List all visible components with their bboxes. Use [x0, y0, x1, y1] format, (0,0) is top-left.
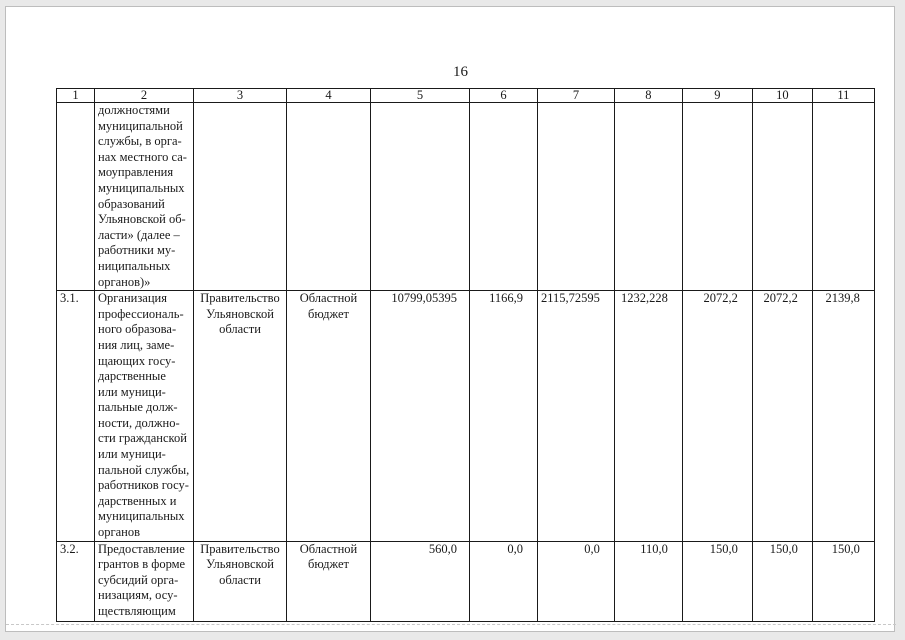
value-cell: 0,0: [538, 541, 615, 621]
column-header: 3: [194, 89, 287, 103]
activity-name-line: Предоставление: [98, 541, 185, 556]
activity-name: [95, 541, 194, 621]
row-number: 3.1.: [57, 291, 95, 542]
page-number: 16: [453, 64, 468, 80]
value-cell: [371, 103, 470, 291]
row-number: 3.2.: [57, 541, 95, 621]
column-header: 4: [287, 89, 371, 103]
activity-name-line: органов: [98, 525, 141, 540]
activity-name-line: ласти» (далее –: [98, 227, 180, 242]
activity-name-line: муниципальных: [98, 509, 185, 524]
value-cell: 110,0: [614, 541, 682, 621]
funding-source: Областной бюджет: [287, 541, 371, 621]
value-cell: 2072,2: [752, 291, 812, 542]
value-cell: 150,0: [682, 541, 752, 621]
column-header: 8: [614, 89, 682, 103]
table-row: [57, 291, 875, 542]
value-cell: 0,0: [470, 541, 538, 621]
value-cell: [470, 103, 538, 291]
table-row: [57, 103, 875, 291]
executor: Правительство Ульяновской области: [194, 541, 287, 621]
activity-name-line: работников госу-: [98, 478, 189, 493]
activity-name-line: Ульяновской об-: [98, 212, 186, 227]
activity-name-line: образований: [98, 196, 165, 211]
value-cell: [538, 103, 615, 291]
executor: [194, 103, 287, 291]
activity-name-line: службы, в орга-: [98, 134, 182, 149]
value-cell: 560,0: [371, 541, 470, 621]
table-row: [57, 541, 875, 621]
activity-name-line: профессиональ-: [98, 306, 184, 321]
activity-name-line: ного образова-: [98, 322, 177, 337]
activity-name-line: Организация: [98, 291, 167, 306]
value-cell: 150,0: [812, 541, 874, 621]
activity-name-line: ния лиц, заме-: [98, 337, 175, 352]
value-cell: [682, 103, 752, 291]
value-cell: 150,0: [752, 541, 812, 621]
activity-name-line: дарственные: [98, 369, 166, 384]
activity-name-line: грантов в форме: [98, 557, 186, 572]
activity-name: [95, 291, 194, 542]
activity-name-line: низациям, осу-: [98, 588, 178, 603]
activity-name-line: сти гражданской: [98, 431, 187, 446]
column-header: 2: [95, 89, 194, 103]
value-cell: 1232,228: [614, 291, 682, 542]
row-number: [57, 103, 95, 291]
activity-name: [95, 103, 194, 291]
funding-source: [287, 103, 371, 291]
header-row: [57, 89, 875, 103]
activity-name-line: нах местного са-: [98, 149, 187, 164]
value-cell: 2115,72595: [538, 291, 615, 542]
column-header: 11: [812, 89, 874, 103]
column-header: 5: [371, 89, 470, 103]
column-header: 6: [470, 89, 538, 103]
activity-name-line: субсидий орга-: [98, 572, 179, 587]
activity-name-line: ности, должно-: [98, 415, 180, 430]
value-cell: 1166,9: [470, 291, 538, 542]
activity-name-line: или муници-: [98, 384, 166, 399]
column-header: 10: [752, 89, 812, 103]
value-cell: [614, 103, 682, 291]
activity-name-line: ниципальных: [98, 258, 171, 273]
activity-name-line: щающих госу-: [98, 353, 176, 368]
activity-name-line: пальной службы,: [98, 462, 190, 477]
activity-name-line: муниципальных: [98, 180, 185, 195]
activity-name-line: пальные долж-: [98, 400, 178, 415]
column-header: 9: [682, 89, 752, 103]
activity-name-line: работники му-: [98, 243, 176, 258]
program-table: [56, 88, 875, 622]
executor: Правительство Ульяновской области: [194, 291, 287, 542]
value-cell: [812, 103, 874, 291]
activity-name-line: или муници-: [98, 447, 166, 462]
activity-name-line: должностями: [98, 103, 170, 117]
activity-name-line: органов)»: [98, 274, 151, 289]
page-edge-marks: [6, 622, 896, 625]
activity-name-line: ществляющим: [98, 604, 176, 618]
column-header: 1: [57, 89, 95, 103]
activity-name-line: дарственных и: [98, 493, 177, 508]
activity-name-line: муниципальной: [98, 118, 183, 133]
value-cell: 2139,8: [812, 291, 874, 542]
column-header: 7: [538, 89, 615, 103]
value-cell: 10799,05395: [371, 291, 470, 542]
funding-source: Областной бюджет: [287, 291, 371, 542]
activity-name-line: моуправления: [98, 165, 174, 180]
value-cell: 2072,2: [682, 291, 752, 542]
value-cell: [752, 103, 812, 291]
